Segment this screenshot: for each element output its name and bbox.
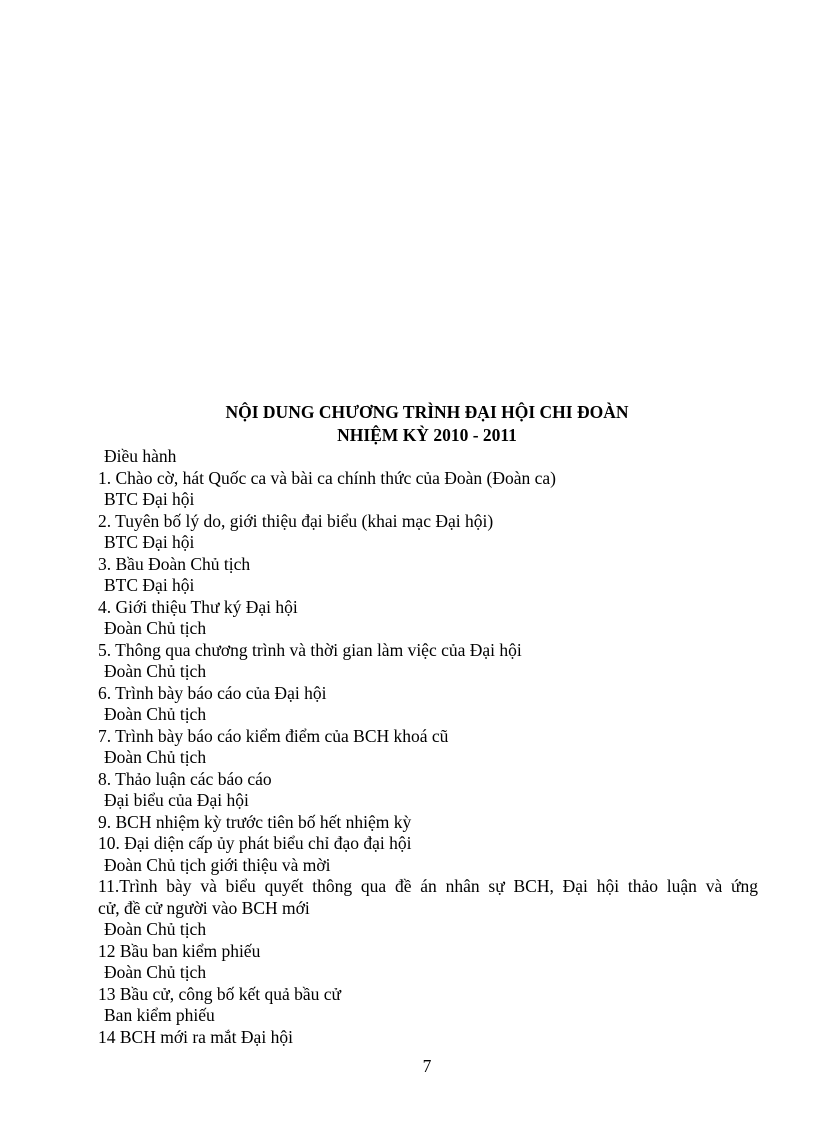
agenda-item-2-responsible: BTC Đại hội <box>104 532 195 552</box>
agenda-item-3: 3. Bầu Đoàn Chủ tịch <box>98 553 251 574</box>
agenda-item-11-continuation: cử, đề cử người vào BCH mới <box>98 897 310 918</box>
agenda-item-5-responsible: Đoàn Chủ tịch <box>104 661 207 681</box>
agenda-item-3-responsible: BTC Đại hội <box>104 575 195 595</box>
agenda-item-8-responsible: Đại biểu của Đại hội <box>104 790 249 810</box>
agenda-item-6: 6. Trình bày báo cáo của Đại hội <box>98 682 327 703</box>
header-label: Điều hành <box>104 446 177 466</box>
agenda-item-11: 11.Trình bày và biểu quyết thông qua đề án nhân sự BCH, Đại hội thảo luận và ứng <box>98 876 758 896</box>
agenda-item-11-responsible: Đoàn Chủ tịch <box>104 919 207 939</box>
agenda-item-1-responsible: BTC Đại hội <box>104 489 195 509</box>
agenda-item-2: 2. Tuyên bố lý do, giới thiệu đại biểu (khai mạc Đại hội) <box>98 510 494 531</box>
agenda-item-12-responsible: Đoàn Chủ tịch <box>104 962 207 982</box>
agenda-item-10-responsible: Đoàn Chủ tịch giới thiệu và mời <box>104 854 331 875</box>
agenda-item-14: 14 BCH mới ra mắt Đại hội <box>98 1026 293 1047</box>
agenda-item-7-responsible: Đoàn Chủ tịch <box>104 747 207 767</box>
agenda-item-12: 12 Bầu ban kiểm phiếu <box>98 940 261 961</box>
page-number: 7 <box>422 1056 432 1076</box>
document-subtitle: NHIỆM KỲ 2010 - 2011 <box>337 425 517 445</box>
agenda-item-8: 8. Thảo luận các báo cáo <box>98 768 272 789</box>
agenda-item-13-responsible: Ban kiểm phiếu <box>104 1005 215 1025</box>
agenda-item-1: 1. Chào cờ, hát Quốc ca và bài ca chính thức của Đoàn (Đoàn ca) <box>98 467 556 488</box>
agenda-item-10: 10. Đại diện cấp ủy phát biểu chỉ đạo đại hội <box>98 833 412 853</box>
agenda-item-4-responsible: Đoàn Chủ tịch <box>104 618 207 638</box>
agenda-item-13: 13 Bầu cử, công bố kết quả bầu cử <box>98 983 342 1004</box>
agenda-item-5: 5. Thông qua chương trình và thời gian làm việc của Đại hội <box>98 639 522 660</box>
document-title: NỘI DUNG CHƯƠNG TRÌNH ĐẠI HỘI CHI ĐOÀN <box>225 402 629 422</box>
agenda-item-4: 4. Giới thiệu Thư ký Đại hội <box>98 596 298 617</box>
agenda-item-7: 7. Trình bày báo cáo kiểm điểm của BCH khoá cũ <box>98 725 449 746</box>
agenda-item-9: 9. BCH nhiệm kỳ trước tiên bố hết nhiệm kỳ <box>98 811 412 832</box>
agenda-content <box>98 446 758 1048</box>
agenda-item-6-responsible: Đoàn Chủ tịch <box>104 704 207 724</box>
